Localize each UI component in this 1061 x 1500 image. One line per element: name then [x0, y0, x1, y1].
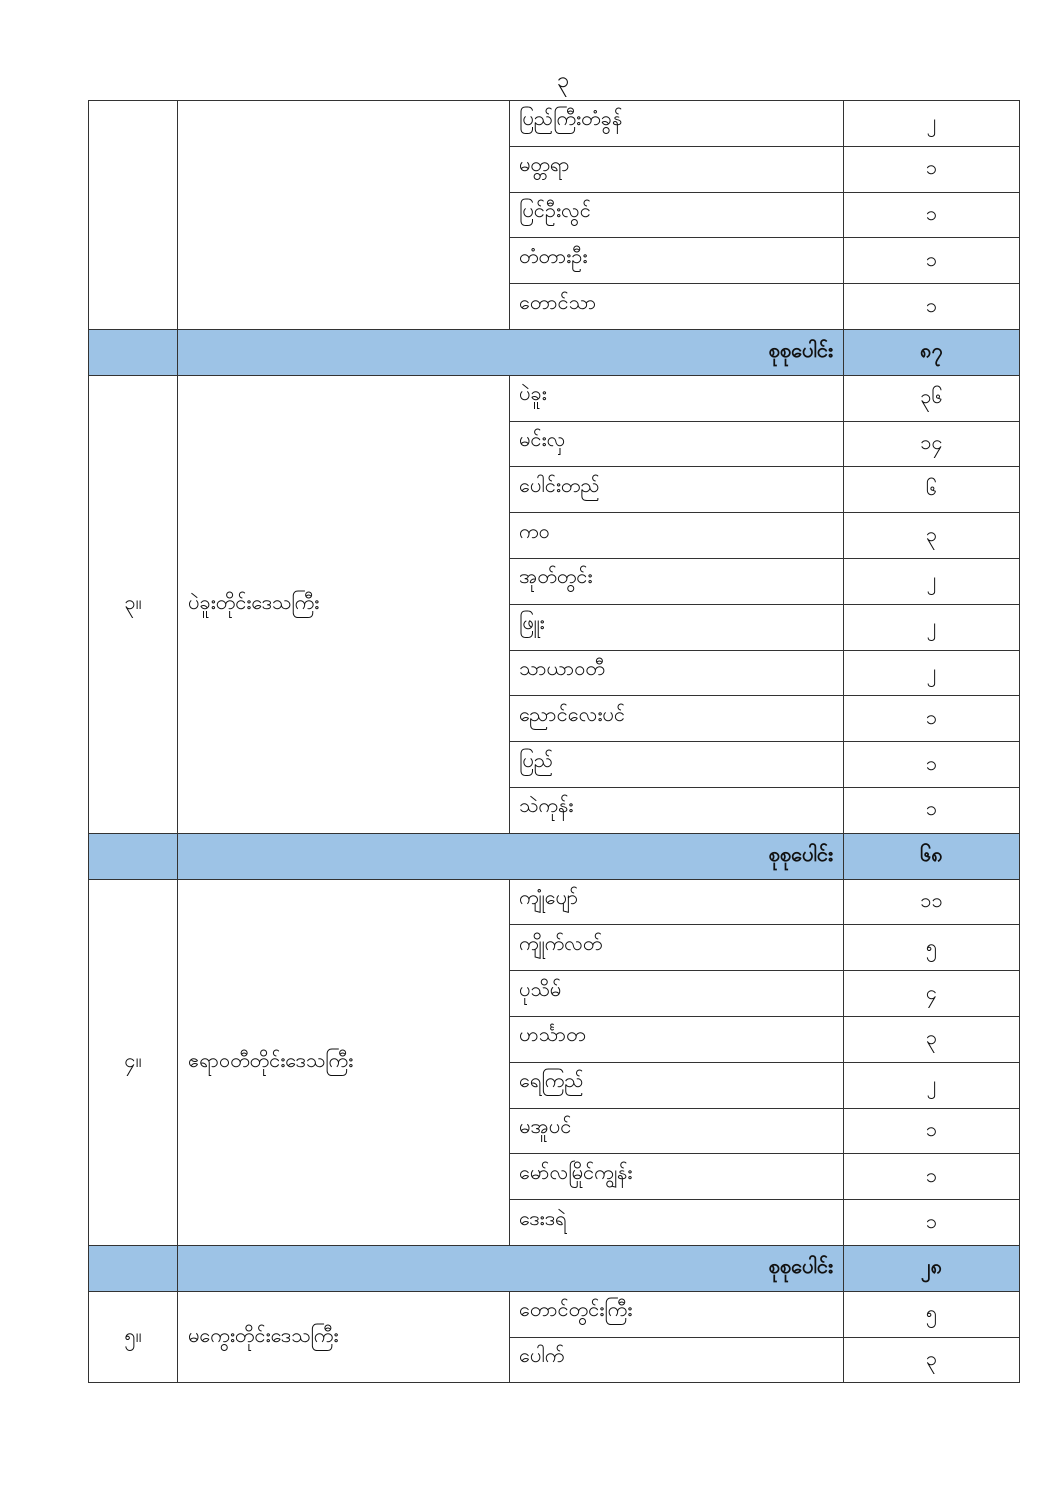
count-cell: ၁: [844, 696, 1020, 742]
township-cell: ပြင်ဦးလွင်: [510, 192, 844, 238]
total-label: စုစုပေါင်း: [178, 1245, 844, 1291]
region-name-cell: [178, 101, 510, 330]
total-value: ၈၇: [844, 329, 1020, 375]
count-cell: ၁၄: [844, 421, 1020, 467]
count-cell: ၂: [844, 101, 1020, 147]
total-value: ၆၈: [844, 833, 1020, 879]
count-cell: ၅: [844, 1291, 1020, 1337]
table-row: [89, 879, 1020, 925]
township-cell: တံတားဦး: [510, 238, 844, 284]
township-cell: ပုသိမ်: [510, 971, 844, 1017]
township-cell: မတ္တရာ: [510, 146, 844, 192]
township-cell: ပေါက်: [510, 1337, 844, 1383]
count-cell: ၁: [844, 742, 1020, 788]
serial-number-cell: ၄။: [89, 879, 178, 1245]
total-row: [89, 329, 1020, 375]
township-cell: မင်းလှ: [510, 421, 844, 467]
township-cell: သဲကုန်း: [510, 787, 844, 833]
count-cell: ၁: [844, 192, 1020, 238]
township-cell: တောင်တွင်းကြီး: [510, 1291, 844, 1337]
total-value: ၂၈: [844, 1245, 1020, 1291]
total-spacer-cell: [89, 833, 178, 879]
total-spacer-cell: [89, 1245, 178, 1291]
total-label: စုစုပေါင်း: [178, 329, 844, 375]
township-cell: သာယာဝတီ: [510, 650, 844, 696]
township-cell: ကျိုက်လတ်: [510, 925, 844, 971]
township-cell: ဖြူး: [510, 604, 844, 650]
township-cell: ရေကြည်: [510, 1062, 844, 1108]
township-cell: ဒေးဒရဲ: [510, 1200, 844, 1246]
township-cell: ဟင်္သာတ: [510, 1016, 844, 1062]
region-name-cell: ဧရာဝတီတိုင်းဒေသကြီး: [178, 879, 510, 1245]
count-cell: ၁: [844, 146, 1020, 192]
township-cell: တောင်သာ: [510, 284, 844, 330]
township-cell: ကျုံပျော်: [510, 879, 844, 925]
region-name-cell: ပဲခူးတိုင်းဒေသကြီး: [178, 375, 510, 833]
count-cell: ၃: [844, 1337, 1020, 1383]
total-row: [89, 1245, 1020, 1291]
table-row: [89, 101, 1020, 147]
total-row: [89, 833, 1020, 879]
count-cell: ၁: [844, 238, 1020, 284]
township-cell: အုတ်တွင်း: [510, 558, 844, 604]
township-cell: မအူပင်: [510, 1108, 844, 1154]
table-row: [89, 375, 1020, 421]
table-row: [89, 1291, 1020, 1337]
township-cell: ပြည်ကြီးတံခွန်: [510, 101, 844, 147]
township-cell: ပဲခူး: [510, 375, 844, 421]
count-cell: ၁: [844, 1108, 1020, 1154]
township-cell: ပေါင်းတည်: [510, 467, 844, 513]
count-cell: ၃: [844, 513, 1020, 559]
count-cell: ၂: [844, 558, 1020, 604]
township-cell: ညောင်လေးပင်: [510, 696, 844, 742]
township-cell: ကဝ: [510, 513, 844, 559]
count-cell: ၅: [844, 925, 1020, 971]
count-cell: ၁၁: [844, 879, 1020, 925]
count-cell: ၁: [844, 284, 1020, 330]
count-cell: ၂: [844, 604, 1020, 650]
count-cell: ၁: [844, 1154, 1020, 1200]
serial-number-cell: ၅။: [89, 1291, 178, 1383]
count-cell: ၆: [844, 467, 1020, 513]
township-count-table: [88, 100, 1020, 1383]
table-body: [89, 101, 1020, 1383]
count-cell: ၃: [844, 1016, 1020, 1062]
total-label: စုစုပေါင်း: [178, 833, 844, 879]
serial-number-cell: ၃။: [89, 375, 178, 833]
township-cell: မော်လမြိုင်ကျွန်း: [510, 1154, 844, 1200]
region-name-cell: မကွေးတိုင်းဒေသကြီး: [178, 1291, 510, 1383]
serial-number-cell: [89, 101, 178, 330]
count-cell: ၄: [844, 971, 1020, 1017]
count-cell: ၂: [844, 650, 1020, 696]
count-cell: ၁: [844, 787, 1020, 833]
township-cell: ပြည်: [510, 742, 844, 788]
total-spacer-cell: [89, 329, 178, 375]
page-number: ၃: [556, 68, 570, 93]
count-cell: ၂: [844, 1062, 1020, 1108]
count-cell: ၁: [844, 1200, 1020, 1246]
count-cell: ၃၆: [844, 375, 1020, 421]
